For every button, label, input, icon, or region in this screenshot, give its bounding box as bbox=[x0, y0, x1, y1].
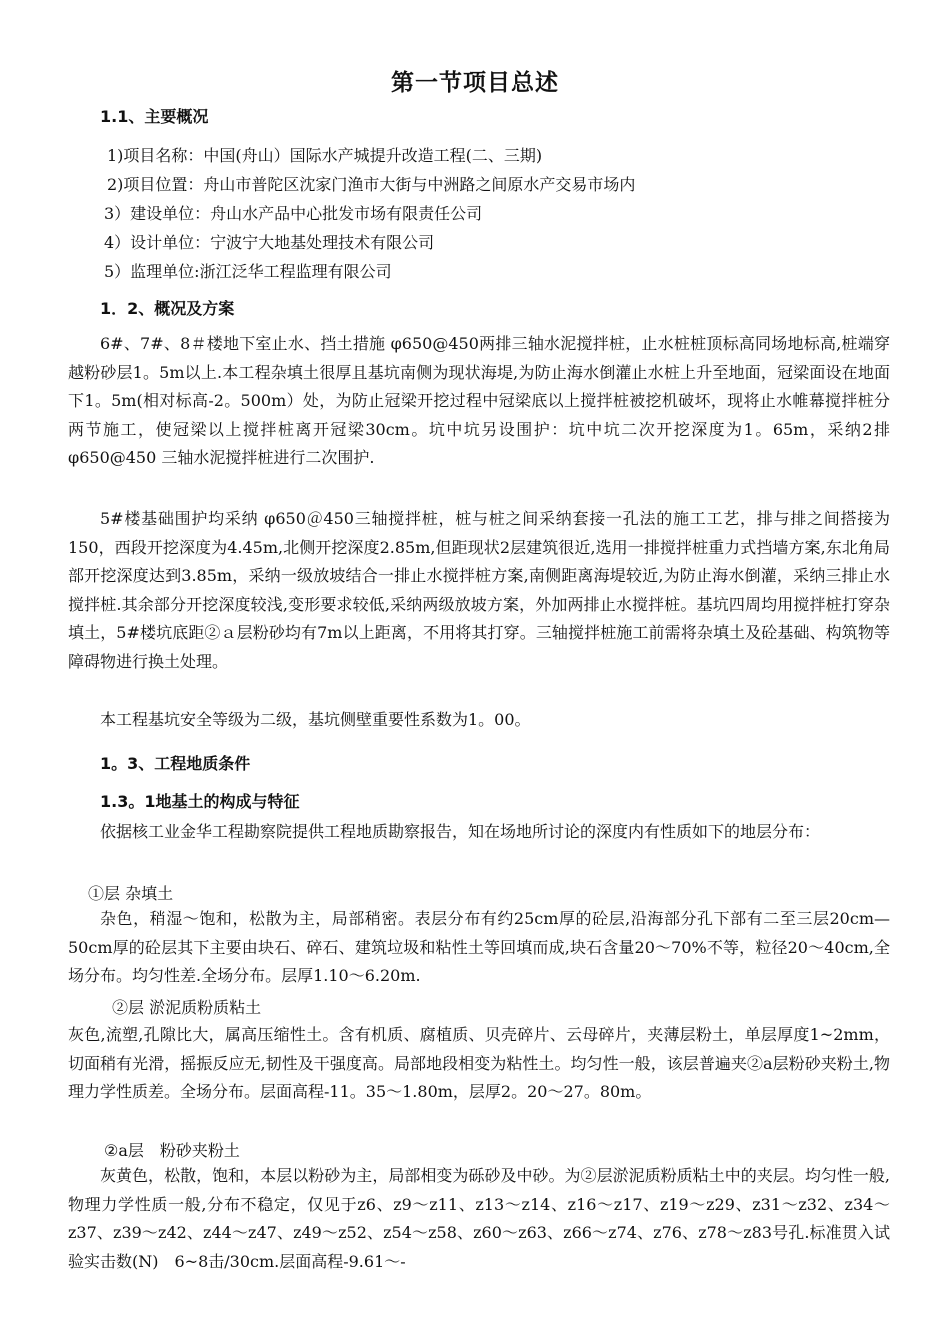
layer-2a-title: ②a层 粉砂夹粉土 bbox=[104, 1141, 240, 1160]
overview-paragraph-3: 本工程基坑安全等级为二级，基坑侧壁重要性系数为1。00。 bbox=[100, 710, 531, 729]
overview-paragraph-1: 6#、7#、8＃楼地下室止水、挡土措施 φ650@450两排三轴水泥搅拌桩，止水桩桩顶标高同场地标高,桩端穿越粉砂层1。5m以上.本工程杂填土很厚且基坑南侧为现状海堤,为防止海水倒灌止水桩上升至地面，冠梁面设在地面下1。5m(相对标高-2。500m）处，为防止冠梁开挖过程中冠梁底以上搅拌桩被挖机破坏，现将止水帷幕搅拌桩分两节施工，使冠梁以上搅拌桩离开冠梁30cm。坑中坑另设围护：坑中坑二次开挖深度为1。65m，采纳2排 φ650@450 三轴水泥搅拌桩进行二次围护. bbox=[68, 334, 890, 468]
layer-1-description: 杂色，稍湿～饱和，松散为主，局部稍密。表层分布有约25cm厚的砼层,沿海部分孔下部有二至三层20cm—50cm厚的砼层其下主要由块石、碎石、建筑垃圾和粘性土等回填而成,块石含量20～70%不等，粒径20～40cm,全场分布。均匀性差.全场分布。层厚1.10～6.20m. bbox=[68, 909, 890, 986]
geology-intro-paragraph: 依据核工业金华工程勘察院提供工程地质勘察报告，知在场地所讨论的深度内有性质如下的地层分布： bbox=[100, 822, 821, 841]
design-unit-line: 4）设计单位：宁波宁大地基处理技术有限公司 bbox=[104, 233, 435, 252]
overview-paragraph-2: 5#楼基础围护均采纳 φ650＠450三轴搅拌桩，桩与桩之间采纳套接一孔法的施工工艺，排与排之间搭接为150，西段开挖深度为4.45m,北侧开挖深度2.85m,但距现状2层建筑很近,选用一排搅拌桩重力式挡墙方案,东北角局部开挖深度达到3.85m，采纳一级放坡结合一排止水搅拌桩方案,南侧距离海堤较近,为防止海水倒灌，采纳三排止水搅拌桩.其余部分开挖深度较浅,变形要求较低,采纳两级放坡方案，外加两排止水搅拌桩。基坑四周均用搅拌桩打穿杂填土，5#楼坑底距②ａ层粉砂均有7m以上距离，不用将其打穿。三轴搅拌桩施工前需将杂填土及砼基础、构筑物等障碍物进行换土处理。 bbox=[68, 509, 890, 671]
layer-1-title: ①层 杂填土 bbox=[88, 884, 174, 903]
construction-unit-line: 3）建设单位：舟山水产品中心批发市场有限责任公司 bbox=[104, 204, 483, 223]
layer-2a-description: 灰黄色，松散，饱和，本层以粉砂为主，局部相变为砾砂及中砂。为②层淤泥质粉质粘土中的夹层。均匀性一般,物理力学性质一般,分布不稳定，仅见于z6、z9～z11、z13～z14、z16～z17、z19～z29、z31～z32、z34～z37、z39～z42、z44～z47、z49～z52、z54～z58、z60～z63、z66～z74、z76、z78～z83号孔.标准贯入试验实击数(N) 6~8击/30cm.层面高程-9.61～- bbox=[68, 1166, 890, 1271]
section-1-2-heading: 1．2、概况及方案 bbox=[100, 299, 235, 318]
page-title: 第一节项目总述 bbox=[391, 70, 559, 96]
section-1-3-heading: 1。3、工程地质条件 bbox=[100, 754, 251, 773]
project-location-line: 2)项目位置：舟山市普陀区沈家门渔市大街与中洲路之间原水产交易市场内 bbox=[107, 175, 636, 194]
layer-2-description: 灰色,流塑,孔隙比大，属高压缩性土。含有机质、腐植质、贝壳碎片、云母碎片，夹薄层粉土，单层厚度1~2mm，切面稍有光滑，摇振反应无,韧性及干强度高。局部地段相变为粘性土。均匀性一般，该层普遍夹②a层粉砂夹粉土,物理力学性质差。全场分布。层面高程-11。35～1.80m，层厚2。20～27。80m。 bbox=[68, 1025, 890, 1102]
layer-2-title: ②层 淤泥质粉质粘土 bbox=[112, 998, 262, 1017]
supervision-unit-line: 5）监理单位:浙江泛华工程监理有限公司 bbox=[104, 262, 392, 281]
section-1-1-heading: 1.1、主要概况 bbox=[100, 107, 209, 126]
section-1-3-1-heading: 1.3。1地基土的构成与特征 bbox=[100, 792, 300, 811]
project-name-line: 1)项目名称：中国(舟山）国际水产城提升改造工程(二、三期) bbox=[107, 146, 543, 165]
